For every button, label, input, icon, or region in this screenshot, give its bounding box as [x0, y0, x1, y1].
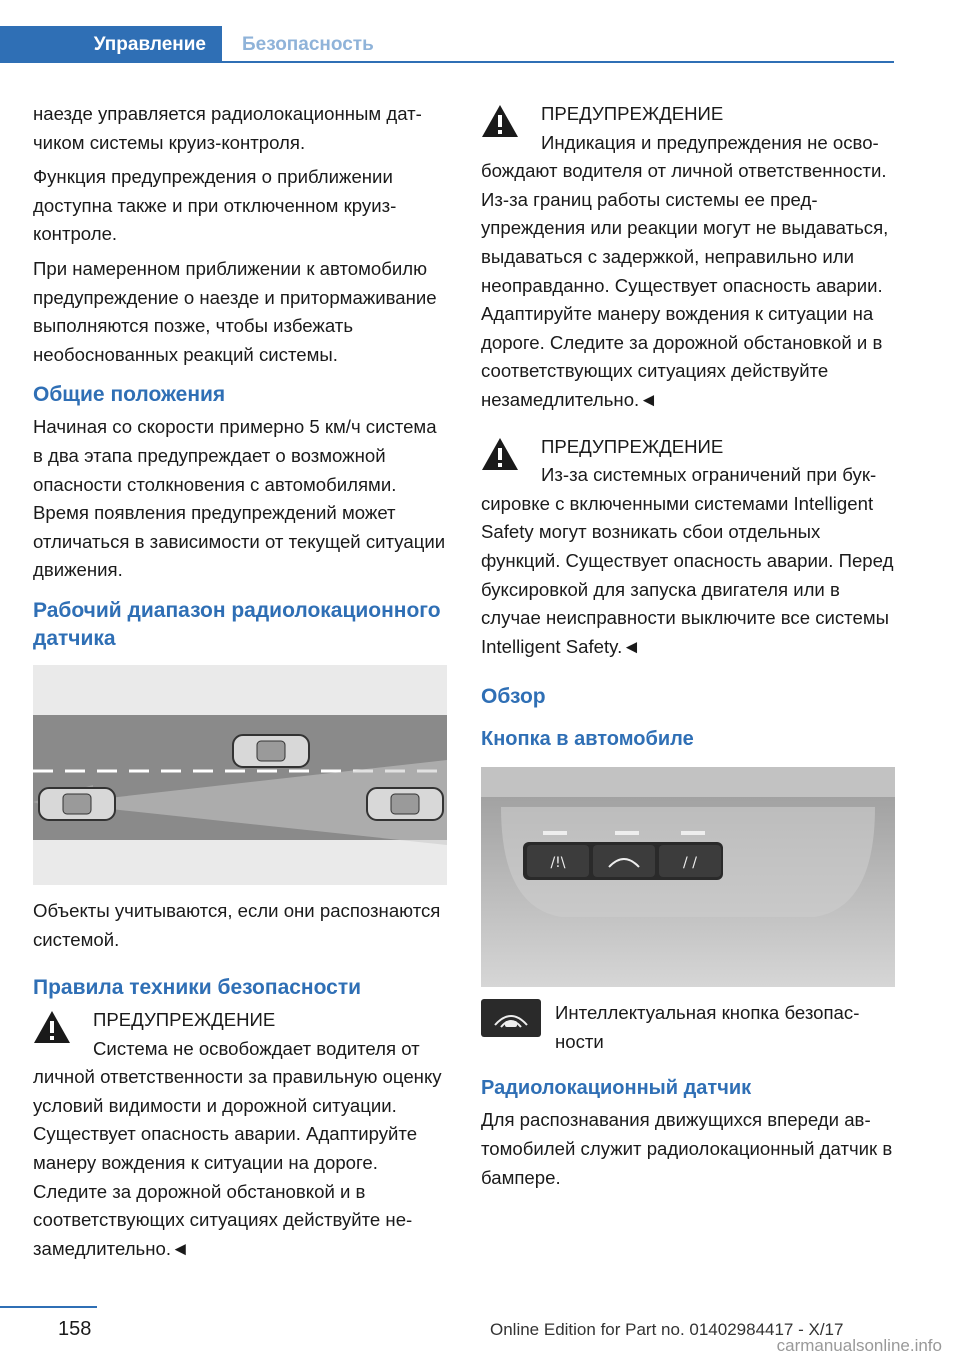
- paragraph: Для распознавания движущихся впереди автомобилей служит радиолокационный датчик в бампере.: [481, 1109, 893, 1188]
- warning-title: ПРЕДУПРЕЖДЕНИЕ: [541, 435, 724, 457]
- warning-text: Индикация и предупреждения не освобождают водителя от личной ответственности. Из-за границ работы системы ее предупреждения или реакции могут не выдаваться, выдаваться с задержкой, неправильно или неоправданно. Существует опасность аварии. Адаптируйте манеру вождения к ситуации на дороге. Следите за дорожной обстановкой и в соответствующих ситуациях действуйте незамедлительно.◄: [481, 131, 889, 410]
- heading-radar-range: Рабочий диапазон радиолокационного датчика: [33, 598, 441, 650]
- warning-block: [481, 433, 895, 662]
- warning-text: Из-за системных ограничений при буксировке с включенными системами Intelligent Safety могут возникать сбои отдельных функций. Существует опасность аварии. Перед буксировкой для запуска двигателя или в случае неисправности выключите все системы Intelligent Safety.◄: [481, 464, 894, 657]
- warning-triangle-icon: [481, 437, 519, 471]
- warning-triangle-icon: [481, 104, 519, 138]
- own-car-icon: [39, 788, 115, 820]
- section-tabs: [0, 26, 894, 62]
- button-caption-row: [481, 999, 895, 1056]
- paragraph: наезде управляется радиолокационным датчиком системы круиз-контроля.: [33, 103, 422, 153]
- safety-button-panel-illustration: [481, 767, 895, 987]
- tab-control[interactable]: [0, 26, 222, 63]
- warning-triangle-icon: [33, 1010, 71, 1044]
- heading-general: Общие положения: [33, 383, 226, 407]
- paragraph: Начиная со скорости примерно 5 км/ч система в два этапа предупреждает о возможной опасности столкновения с автомобилями. Время появления предупреждений может отличаться в зависимости от текущей ситуации движения.: [33, 416, 446, 581]
- figure-caption: Объекты учитываются, если они распознаются системой.: [33, 899, 441, 950]
- paragraph: При намеренном приближении к автомобилю предупреждение о наезде и притормаживание выполняются позже, чтобы избежать необоснованных реакций системы.: [33, 257, 437, 365]
- paragraph: Функция предупреждения о приближении доступна также и при отключенном круиз-контроле.: [33, 166, 397, 245]
- tab-control-label: Управление: [93, 33, 206, 55]
- warning-title: ПРЕДУПРЕЖДЕНИЕ: [541, 103, 724, 124]
- button-photo: [481, 767, 895, 987]
- svg-text:/!\: /!\: [550, 855, 566, 872]
- car-ahead-icon: [233, 735, 309, 767]
- heading-radar-sensor: Радиолокационный датчик: [481, 1077, 752, 1100]
- heading-button-in-car: Кнопка в автомобиле: [481, 728, 694, 751]
- button-caption: Интеллектуальная кнопка безопасности: [555, 1002, 860, 1052]
- heading-overview: Обзор: [481, 685, 546, 709]
- tab-safety[interactable]: [222, 26, 394, 63]
- page-number: 158: [58, 1318, 92, 1340]
- watermark: carmanualsonline.info: [776, 1336, 942, 1355]
- radar-range-illustration: [33, 665, 447, 885]
- tab-safety-label: Безопасность: [242, 33, 374, 55]
- edition-text: Online Edition for Part no. 01402984417 - X/17: [490, 1320, 844, 1339]
- car-target-icon: [367, 788, 443, 820]
- radar-range-figure: [33, 665, 447, 885]
- warning-block: [33, 1006, 447, 1263]
- warning-text: Система не освобождает водителя от личной ответственности за правильную оценку условий видимости и дорожной ситуации. Существует опасность аварии. Адаптируйте манеру вождения к ситуации на дороге. Следите за дорожной обстановкой и в соответствующих ситуациях действуйте незамедлительно.◄: [33, 1037, 442, 1259]
- intelligent-safety-button[interactable]: [593, 845, 655, 877]
- footer-rule: [0, 1306, 97, 1308]
- heading-safety-rules: Правила техники безопасности: [33, 976, 362, 1000]
- warning-block: [481, 100, 895, 415]
- warning-title: ПРЕДУПРЕЖДЕНИЕ: [93, 1009, 276, 1031]
- svg-text:/ /: / /: [683, 855, 697, 872]
- right-column: [481, 100, 895, 1198]
- left-column: [33, 100, 447, 1277]
- header-rule: [0, 61, 894, 63]
- intelligent-safety-button-icon: [481, 999, 541, 1037]
